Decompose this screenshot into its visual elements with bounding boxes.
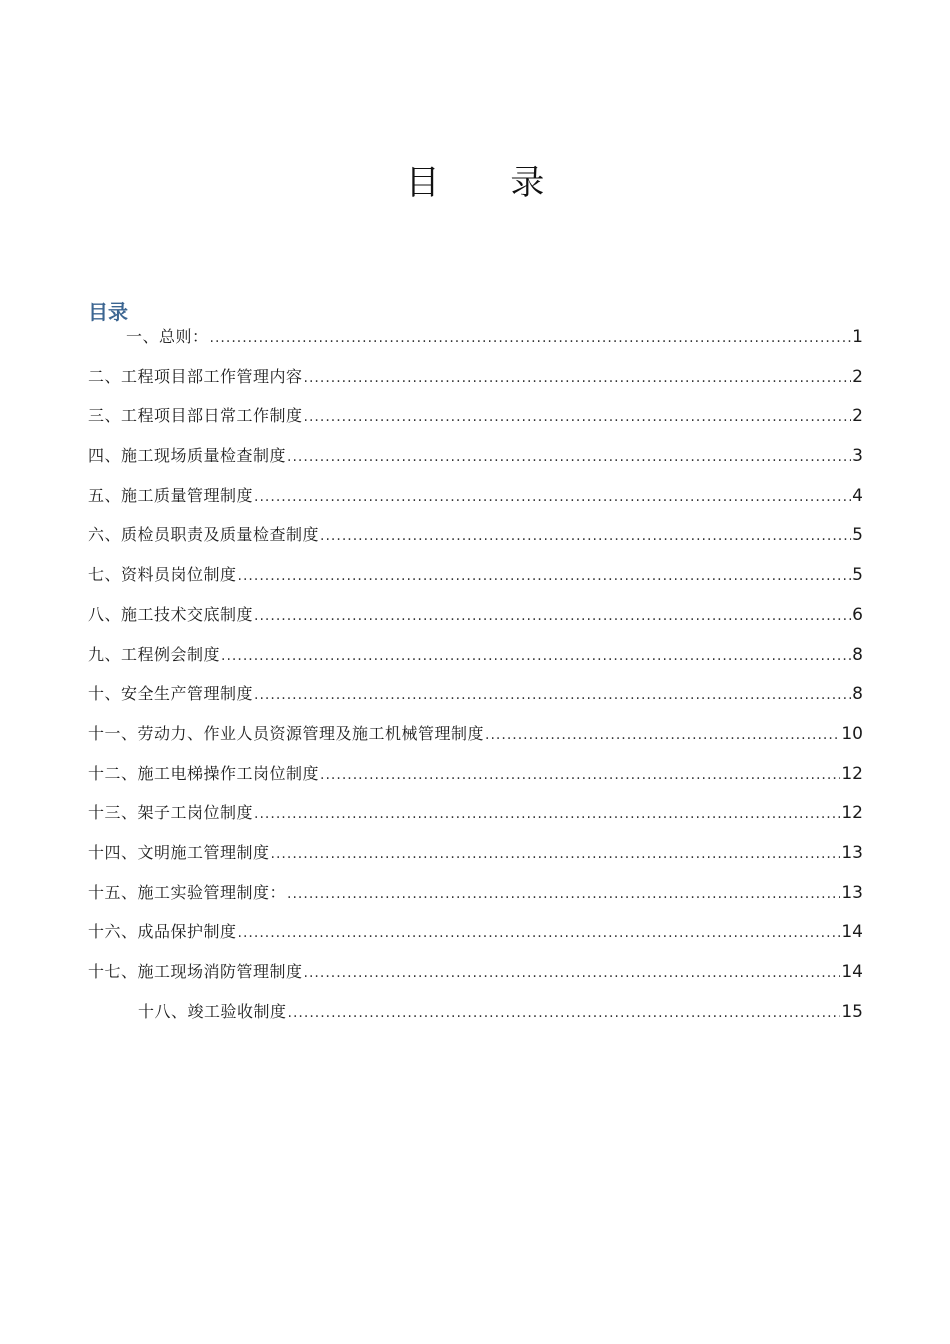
toc-dot-leader <box>320 762 840 788</box>
table-of-contents <box>88 324 863 1038</box>
toc-entry-6[interactable] <box>88 522 863 562</box>
toc-entry-label: 八、施工技术交底制度 <box>88 604 254 624</box>
toc-dot-leader <box>238 920 841 946</box>
toc-entry-label: 七、资料员岗位制度 <box>88 565 237 585</box>
toc-heading: 目录 <box>88 300 128 324</box>
toc-entry-14[interactable] <box>88 840 863 880</box>
toc-page-number: 5 <box>852 565 863 586</box>
toc-entry-label: 十三、架子工岗位制度 <box>88 803 254 823</box>
toc-entry-1[interactable] <box>88 324 863 364</box>
toc-dot-leader <box>304 404 852 430</box>
toc-page-number: 5 <box>852 525 863 546</box>
toc-page-number: 3 <box>852 446 863 467</box>
toc-entry-9[interactable] <box>88 642 863 682</box>
toc-entry-label: 十四、文明施工管理制度 <box>88 842 270 862</box>
toc-entry-17[interactable] <box>88 959 863 999</box>
toc-page-number: 13 <box>841 842 863 863</box>
toc-entry-15[interactable] <box>88 880 863 920</box>
toc-entry-label: 二、工程项目部工作管理内容 <box>88 366 303 386</box>
toc-dot-leader <box>254 603 851 629</box>
toc-dot-leader <box>485 722 840 748</box>
toc-entry-16[interactable] <box>88 919 863 959</box>
toc-entry-label: 十、安全生产管理制度 <box>88 684 254 704</box>
toc-page-number: 14 <box>841 962 863 982</box>
toc-page-number: 15 <box>841 1001 863 1022</box>
toc-page-number: 10 <box>841 723 863 744</box>
toc-page-number: 2 <box>852 366 863 387</box>
toc-entry-label: 十五、施工实验管理制度： <box>88 882 287 902</box>
toc-entry-3[interactable] <box>88 403 863 443</box>
toc-entry-4[interactable] <box>88 443 863 483</box>
toc-page-number: 1 <box>852 327 863 347</box>
toc-dot-leader <box>271 841 841 867</box>
toc-dot-leader <box>320 523 851 549</box>
toc-entry-11[interactable] <box>88 721 863 761</box>
toc-dot-leader <box>221 643 851 669</box>
toc-dot-leader <box>287 881 840 907</box>
toc-entry-2[interactable] <box>88 364 863 404</box>
toc-entry-label: 十一、劳动力、作业人员资源管理及施工机械管理制度 <box>88 723 485 743</box>
toc-entry-label: 五、施工质量管理制度 <box>88 485 254 505</box>
toc-entry-12[interactable] <box>88 761 863 801</box>
toc-entry-label: 十八、竣工验收制度 <box>138 1001 287 1021</box>
toc-entry-label: 九、工程例会制度 <box>88 644 221 664</box>
toc-dot-leader <box>287 444 851 470</box>
toc-dot-leader <box>304 960 841 986</box>
toc-page-number: 12 <box>841 803 863 824</box>
toc-entry-label: 一、总则： <box>126 327 209 346</box>
toc-dot-leader <box>238 563 852 589</box>
toc-entry-13[interactable] <box>88 800 863 840</box>
toc-page-number: 14 <box>841 922 863 943</box>
toc-entry-label: 十六、成品保护制度 <box>88 922 237 942</box>
toc-entry-label: 四、施工现场质量检查制度 <box>88 446 287 466</box>
toc-entry-label: 六、质检员职责及质量检查制度 <box>88 525 320 545</box>
toc-page-number: 2 <box>852 406 863 427</box>
toc-page-number: 4 <box>852 485 863 506</box>
toc-entry-label: 三、工程项目部日常工作制度 <box>88 406 303 426</box>
toc-dot-leader <box>254 801 840 827</box>
page-title: 目 录 <box>405 163 575 203</box>
toc-page-number: 12 <box>841 763 863 784</box>
toc-dot-leader <box>254 682 851 708</box>
toc-page-number: 13 <box>841 882 863 903</box>
toc-dot-leader <box>210 325 852 351</box>
toc-entry-label: 十二、施工电梯操作工岗位制度 <box>88 763 320 783</box>
toc-entry-7[interactable] <box>88 562 863 602</box>
toc-page-number: 6 <box>852 604 863 625</box>
toc-page-number: 8 <box>852 684 863 705</box>
toc-entry-5[interactable] <box>88 483 863 523</box>
toc-entry-10[interactable] <box>88 681 863 721</box>
toc-entry-label: 十七、施工现场消防管理制度 <box>88 962 303 981</box>
toc-page-number: 8 <box>852 644 863 665</box>
toc-dot-leader <box>304 365 852 391</box>
toc-dot-leader <box>254 484 851 510</box>
toc-entry-8[interactable] <box>88 602 863 642</box>
toc-dot-leader <box>288 1000 841 1026</box>
toc-entry-18[interactable] <box>88 999 863 1039</box>
